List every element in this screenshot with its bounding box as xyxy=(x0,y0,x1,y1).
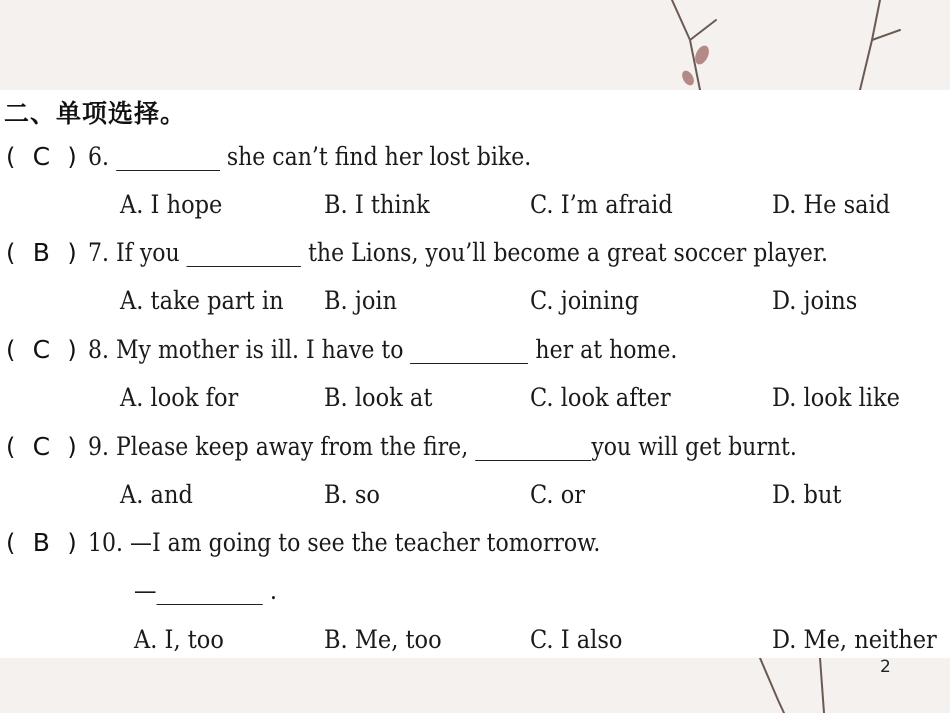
options-6 xyxy=(0,190,950,228)
option-c: C. joining xyxy=(530,286,640,315)
question-6 xyxy=(0,142,950,180)
option-c: C. look after xyxy=(530,383,671,412)
options-9 xyxy=(0,480,950,518)
question-stem xyxy=(88,238,828,267)
stem-text-pre: My mother is ill. I have to xyxy=(115,335,404,364)
option-a: A. take part in xyxy=(120,286,284,315)
fill-blank xyxy=(157,578,263,605)
answer-slot: ( B ) xyxy=(6,528,77,557)
question-number: 7. xyxy=(88,238,109,267)
options-7 xyxy=(0,286,950,324)
answer-letter: B xyxy=(32,528,50,557)
section-title: 二、单项选择。 xyxy=(4,99,187,128)
answer-slot: ( B ) xyxy=(6,238,77,267)
question-stem xyxy=(88,142,531,171)
option-a: A. I hope xyxy=(120,190,223,219)
question-number: 9. xyxy=(88,432,109,461)
answer-slot: ( C ) xyxy=(6,432,77,461)
options-8 xyxy=(0,383,950,421)
option-b: B. so xyxy=(324,480,380,509)
answer-letter: C xyxy=(32,432,51,461)
question-stem xyxy=(88,528,600,557)
option-a: A. look for xyxy=(120,383,239,412)
option-c: C. or xyxy=(530,480,586,509)
option-b: B. I think xyxy=(324,190,430,219)
options-10 xyxy=(0,625,950,663)
fill-blank xyxy=(116,144,220,171)
question-number: 10. xyxy=(88,528,123,557)
question-stem xyxy=(88,335,677,364)
reply-line xyxy=(134,576,277,605)
stem-text-pre: Please keep away from the fire, xyxy=(115,432,469,461)
option-a: A. I, too xyxy=(134,625,224,654)
answer-letter: C xyxy=(32,142,51,171)
reply-dash: — xyxy=(134,576,157,605)
answer-slot: ( C ) xyxy=(6,142,77,171)
option-d: D. Me, neither xyxy=(772,625,937,654)
stem-text-pre: If you xyxy=(115,238,180,267)
stem-text: the Lions, you’ll become a great soccer player. xyxy=(308,238,829,267)
reply-end: . xyxy=(269,576,278,605)
option-a: A. and xyxy=(120,480,193,509)
question-7 xyxy=(0,238,950,276)
reply-10 xyxy=(0,576,950,614)
fill-blank xyxy=(187,240,301,267)
question-9 xyxy=(0,432,950,470)
option-d: D. joins xyxy=(772,286,858,315)
answer-slot: ( C ) xyxy=(6,335,77,364)
question-10 xyxy=(0,528,950,566)
fill-blank xyxy=(411,337,529,364)
question-8 xyxy=(0,335,950,373)
option-d: D. look like xyxy=(772,383,900,412)
option-b: B. join xyxy=(324,286,398,315)
option-b: B. look at xyxy=(324,383,433,412)
stem-text: you will get burnt. xyxy=(591,432,797,461)
question-number: 8. xyxy=(88,335,109,364)
answer-letter: C xyxy=(32,335,51,364)
stem-text-pre: —I am going to see the teacher tomorrow. xyxy=(129,528,601,557)
stem-text: her at home. xyxy=(535,335,678,364)
option-d: D. He said xyxy=(772,190,891,219)
page-number: 2 xyxy=(880,657,891,677)
fill-blank xyxy=(475,434,591,461)
stem-text: she can’t find her lost bike. xyxy=(226,142,532,171)
question-number: 6. xyxy=(88,142,109,171)
option-d: D. but xyxy=(772,480,842,509)
option-b: B. Me, too xyxy=(324,625,442,654)
option-c: C. I’m afraid xyxy=(530,190,673,219)
question-stem xyxy=(88,432,797,461)
option-c: C. I also xyxy=(530,625,623,654)
answer-letter: B xyxy=(32,238,50,267)
